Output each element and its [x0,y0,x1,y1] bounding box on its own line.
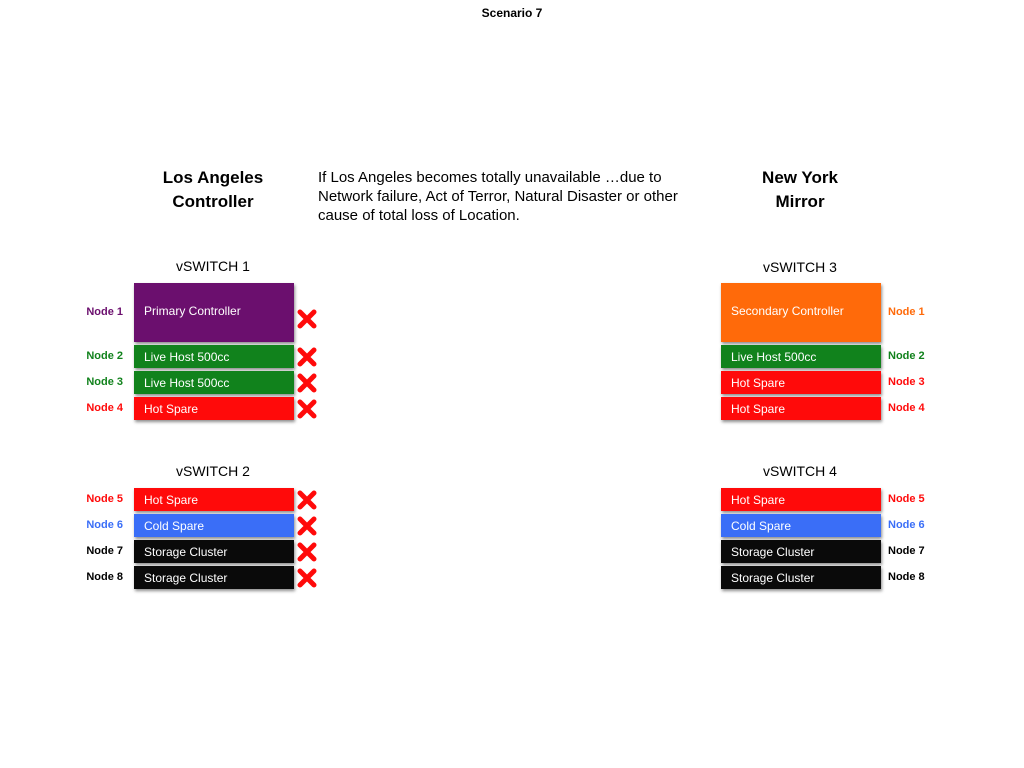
vswitch-2-label: vSWITCH 2 [176,463,250,479]
failure-x-icon [297,347,317,367]
vswitch-1-label: vSWITCH 1 [176,258,250,274]
node-id-label: Node 3 [86,375,123,388]
node-role-label: Hot Spare [144,492,199,507]
node-id-label: Node 2 [888,349,925,362]
node-id-label: Node 6 [86,518,123,531]
node-role-label: Hot Spare [144,401,199,416]
failure-x-icon [297,542,317,562]
node-id-label: Node 7 [888,544,925,557]
scenario-description: If Los Angeles becomes totally unavailable …due to Network failure, Act of Terror, Natural Disaster or other cause of total loss of Location. [318,169,678,224]
node-id-label: Node 8 [86,570,123,583]
node-box [721,283,881,342]
site-title-line2: Mirror [775,192,825,211]
vswitch-4-label: vSWITCH 4 [763,463,837,479]
node-box [134,397,294,420]
node-role-label: Primary Controller [144,304,241,318]
node-id-label: Node 5 [888,492,925,505]
node-id-label: Node 4 [888,401,925,414]
node-role-label: Hot Spare [731,401,786,416]
site-title-line1: Los Angeles [162,168,264,187]
node-role-label: Storage Cluster [731,570,815,585]
node-box [721,371,881,394]
node-id-label: Node 5 [86,492,123,505]
node-id-label: Node 1 [86,305,123,318]
node-role-label: Storage Cluster [144,570,228,585]
node-id-label: Node 7 [86,544,123,557]
node-role-label: Cold Spare [144,518,205,533]
node-id-label: Node 3 [888,375,925,388]
node-id-label: Node 6 [888,518,925,531]
node-role-label: Hot Spare [731,375,786,390]
node-box [134,514,294,537]
node-box [721,540,881,563]
node-box [721,566,881,589]
node-role-label: Storage Cluster [144,544,228,559]
node-id-label: Node 4 [86,401,123,414]
node-box [134,345,294,368]
failure-x-icon [297,516,317,536]
node-box [721,345,881,368]
node-role-label: Live Host 500cc [731,349,817,364]
node-box [134,566,294,589]
node-box [134,488,294,511]
node-box [134,371,294,394]
node-role-label: Hot Spare [731,492,786,507]
site-title-line2: Controller [172,192,254,211]
failure-x-icon [297,568,317,588]
node-role-label: Live Host 500cc [144,375,230,390]
node-id-label: Node 2 [86,349,123,362]
node-id-label: Node 8 [888,570,925,583]
node-role-label: Secondary Controller [731,304,844,318]
slide-title: Scenario 7 [481,6,543,20]
node-role-label: Storage Cluster [731,544,815,559]
node-box [134,283,294,342]
node-role-label: Cold Spare [731,518,792,533]
vswitch-3-label: vSWITCH 3 [763,259,837,275]
node-role-label: Live Host 500cc [144,349,230,364]
node-box [134,540,294,563]
node-box [721,397,881,420]
los-angeles-site-title [143,166,283,214]
site-title-line1: New York [762,168,838,187]
node-id-label: Node 1 [888,305,925,318]
failure-x-icon [297,309,317,329]
new-york-site-title [730,166,870,214]
failure-x-icon [297,490,317,510]
failure-x-icon [297,399,317,419]
node-box [721,514,881,537]
node-box [721,488,881,511]
failure-x-icon [297,373,317,393]
